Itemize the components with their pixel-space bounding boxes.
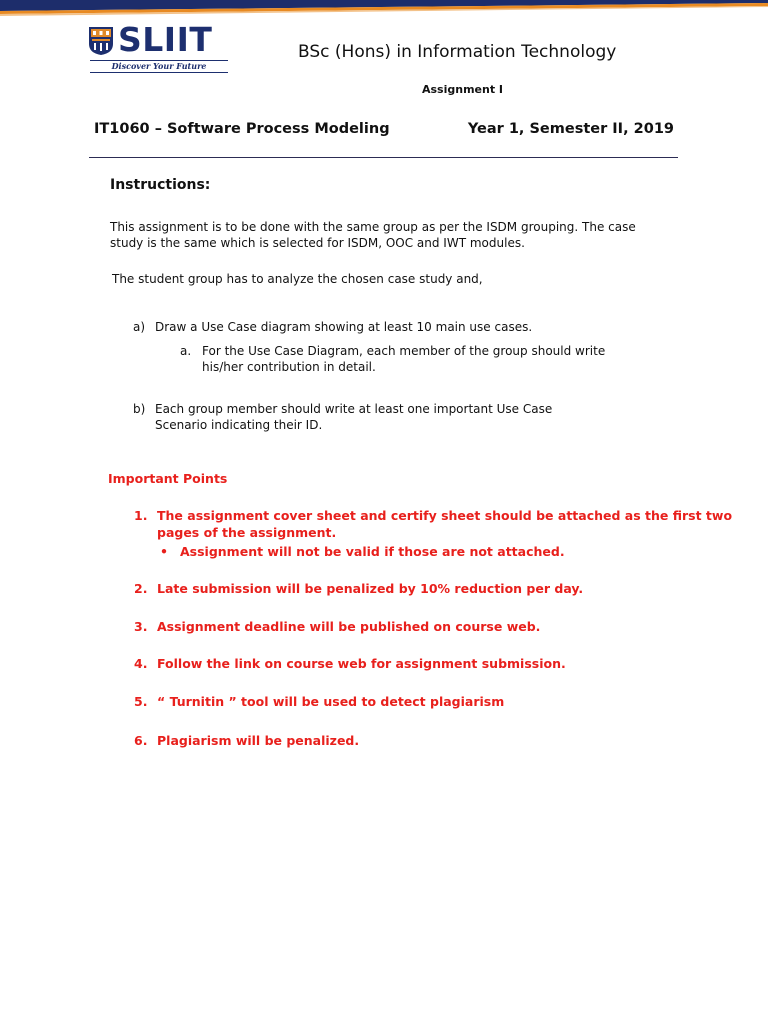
logo-tagline: Discover Your Future — [111, 61, 207, 71]
point-text: Plagiarism will be penalized. — [157, 733, 360, 748]
year-semester: Year 1, Semester II, 2019 — [467, 121, 674, 137]
programme-title: BSc (Hons) in Information Technology — [298, 42, 617, 62]
list-marker: a) — [133, 320, 146, 334]
assignment-label: Assignment I — [422, 83, 504, 96]
point-number: 3. — [134, 619, 148, 634]
instruction-item-a — [133, 319, 653, 335]
header-color-band — [0, 0, 768, 16]
point-text: Late submission will be penalized by 10% reduction per day. — [157, 581, 584, 596]
header-band-graphic — [0, 0, 768, 16]
list-marker: b) — [133, 402, 146, 416]
sub-bullet-text: Assignment will not be valid if those are not attached. — [180, 544, 565, 559]
sliit-crest-icon — [88, 26, 114, 56]
instructions-paragraph: This assignment is to be done with the same group as per the ISDM grouping. The case study is the same which is selected for ISDM, OOC and IWT modules. — [110, 220, 636, 250]
point-number: 5. — [134, 694, 148, 709]
sliit-logo — [88, 20, 230, 72]
point-number: 6. — [134, 733, 148, 748]
point-text: “ Turnitin ” tool will be used to detect plagiarism — [157, 694, 505, 709]
instruction-item-b — [133, 401, 653, 433]
point-text: Follow the link on course web for assignment submission. — [157, 656, 566, 671]
logo-wordmark: SLIIT — [118, 20, 213, 59]
instructions-heading: Instructions: — [110, 177, 211, 193]
point-text: Assignment deadline will be published on course web. — [157, 619, 541, 634]
list-item-text: Draw a Use Case diagram showing at least 10 main use cases. — [155, 320, 533, 334]
module-title: IT1060 – Software Process Modeling — [94, 121, 390, 137]
point-number: 1. — [134, 508, 148, 523]
instruction-sub-item-a — [180, 343, 620, 375]
list-item-text: Each group member should write at least one important Use Case Scenario indicating their ID. — [155, 402, 553, 432]
important-points-heading: Important Points — [108, 471, 228, 486]
instructions-paragraph: The student group has to analyze the chosen case study and, — [112, 272, 483, 286]
point-number: 2. — [134, 581, 148, 596]
list-marker: a. — [180, 344, 192, 358]
list-item-text: For the Use Case Diagram, each member of the group should write his/her contribution in detail. — [202, 344, 606, 374]
point-number: 4. — [134, 656, 148, 671]
header-divider — [89, 157, 678, 158]
point-text: The assignment cover sheet and certify sheet should be attached as the first two pages of the assignment. — [157, 508, 733, 540]
logo-rule-bottom — [90, 72, 228, 73]
bullet-icon: • — [160, 544, 168, 559]
